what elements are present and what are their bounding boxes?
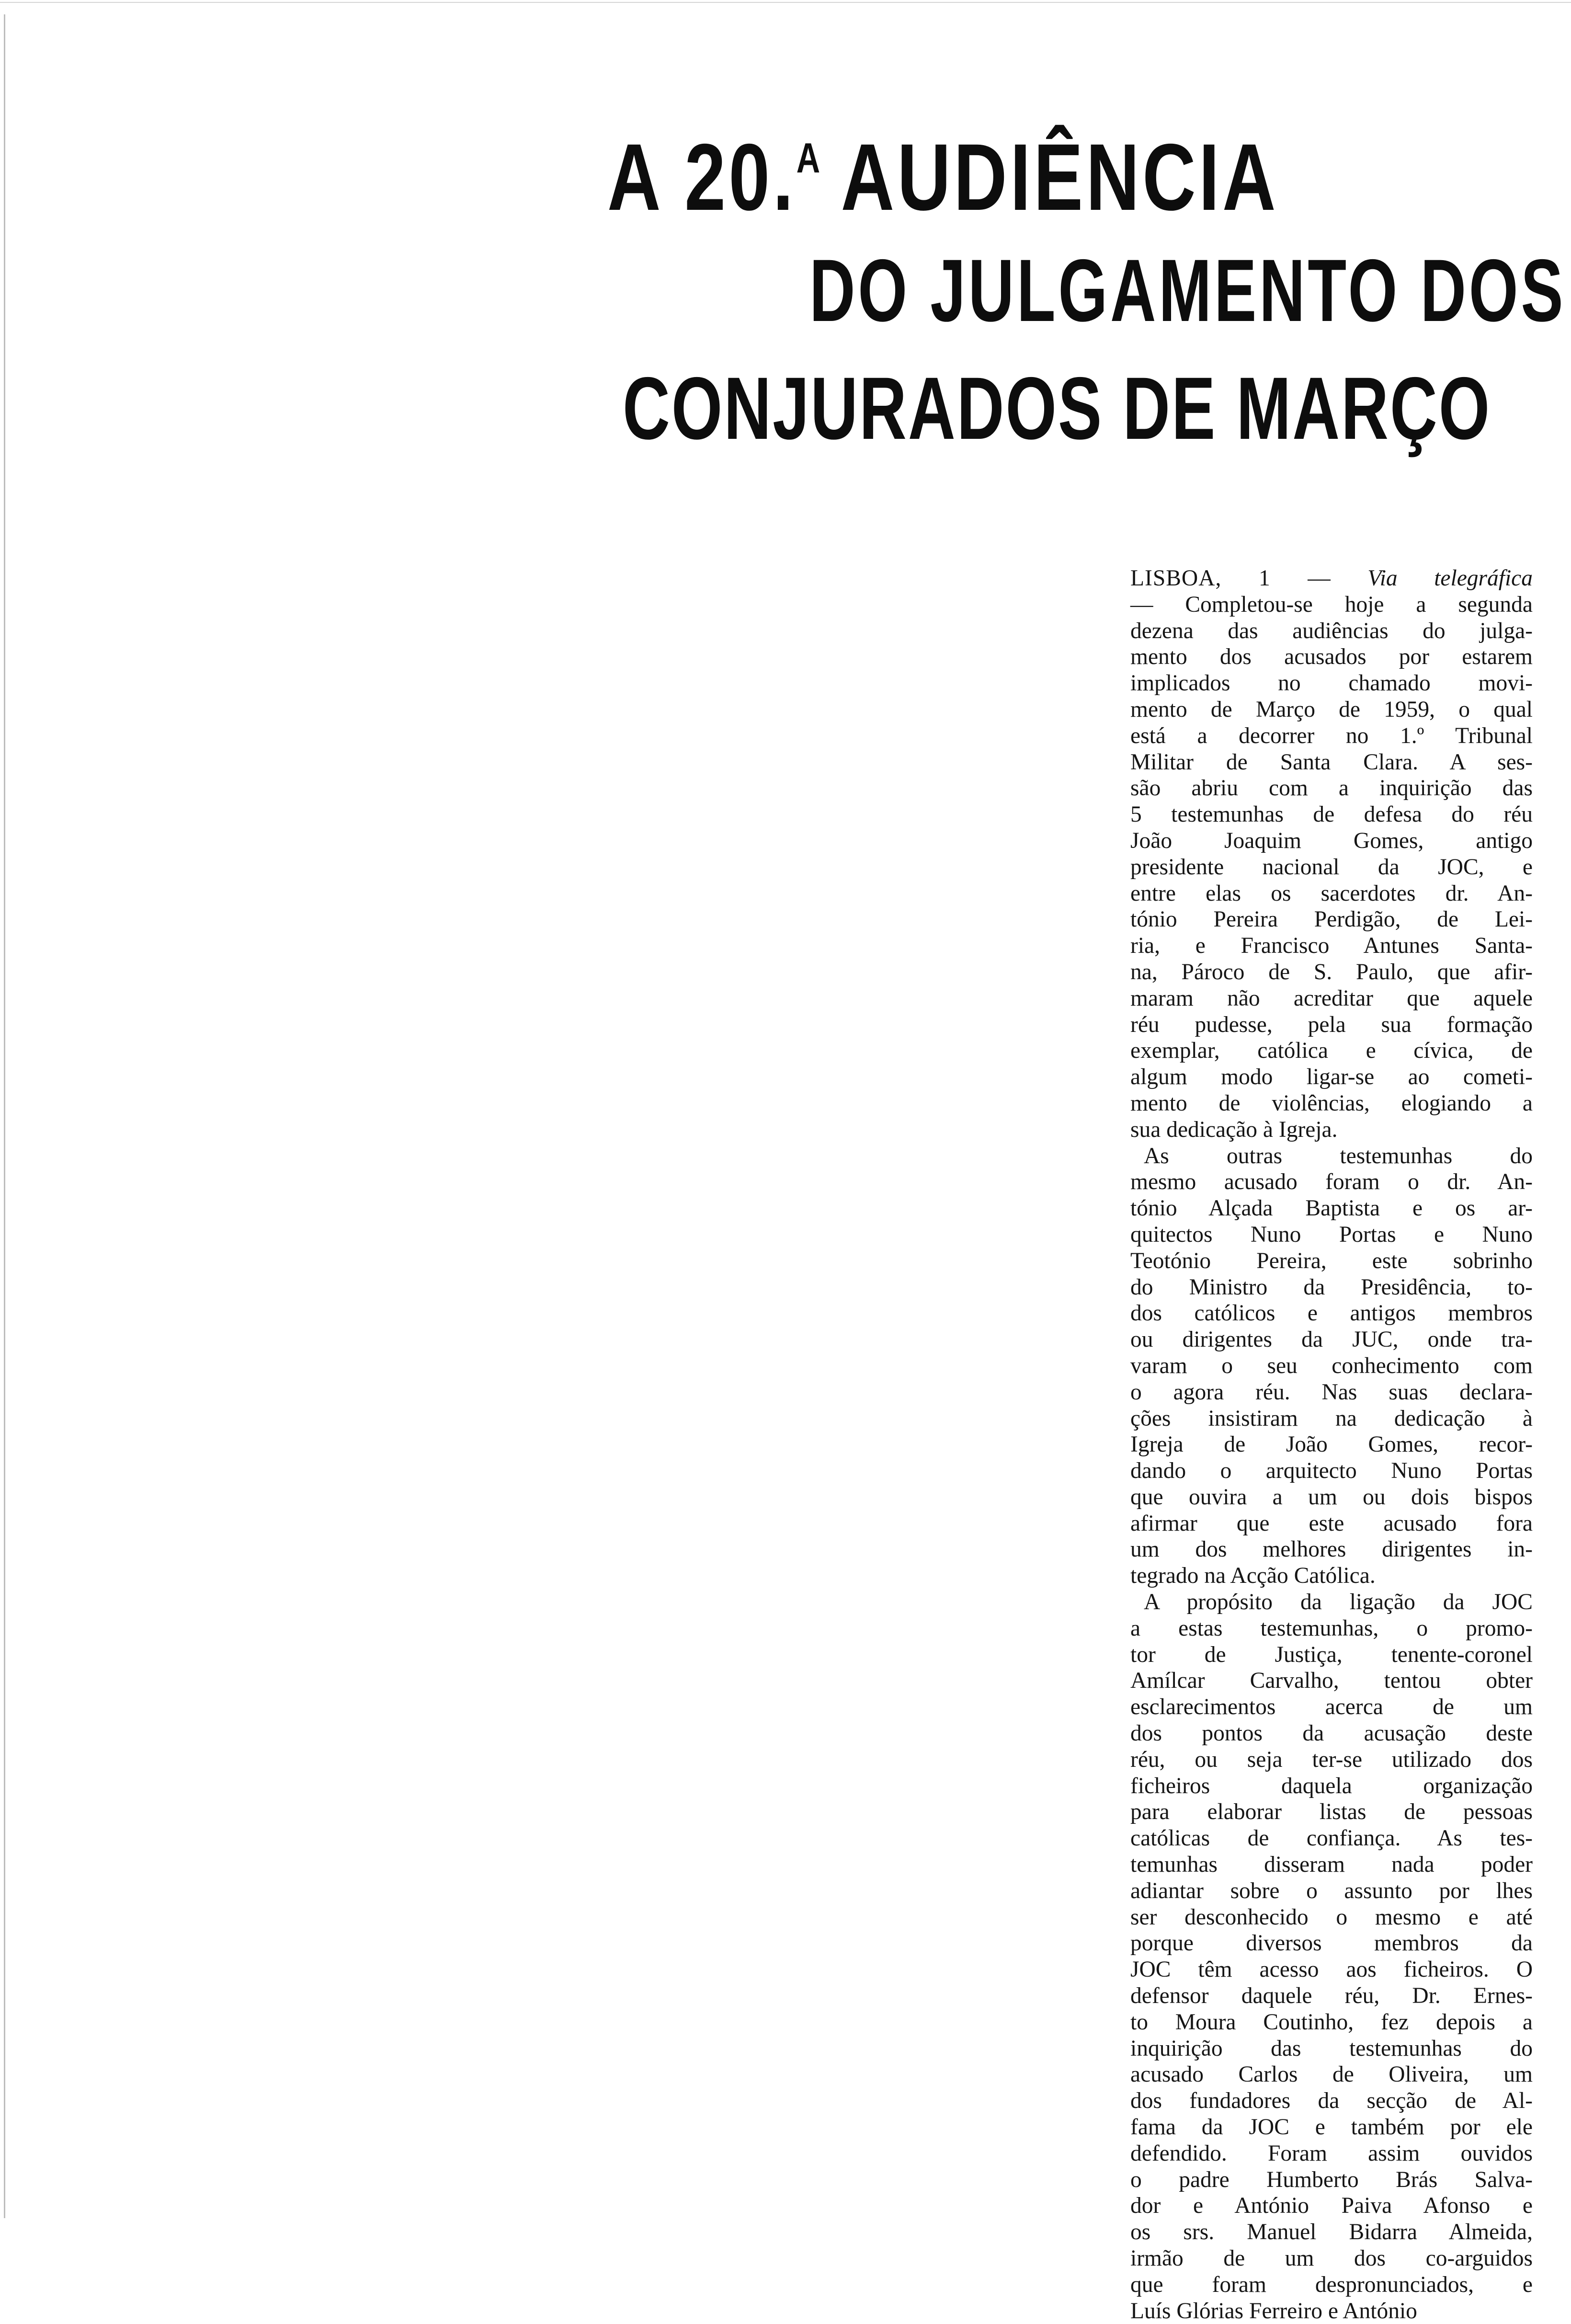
article-line: católicas de confiança. As tes- <box>1130 1826 1533 1851</box>
dateline <box>1130 565 1533 592</box>
article-line: As outras testemunhas do <box>1144 1143 1533 1168</box>
article-line: os srs. Manuel Bidarra Almeida, <box>1130 2220 1533 2245</box>
headline-line-1-prefix: A 20. <box>607 124 797 230</box>
article-line: são abriu com a inquirição das <box>1130 776 1533 801</box>
article-line: tónio Alçada Baptista e os ar- <box>1130 1196 1533 1221</box>
article-line: dos pontos da acusação deste <box>1130 1721 1533 1746</box>
article-line: o padre Humberto Brás Salva- <box>1130 2167 1533 2192</box>
article-line: mento de Março de 1959, o qual <box>1130 697 1533 722</box>
article-line: defendido. Foram assim ouvidos <box>1130 2141 1533 2166</box>
article-line: tónio Pereira Perdigão, de Lei- <box>1130 907 1533 932</box>
article-line: ria, e Francisco Antunes Santa- <box>1130 933 1533 959</box>
article-line: dando o arquitecto Nuno Portas <box>1130 1458 1533 1484</box>
article-line: réu pudesse, pela sua formação <box>1130 1012 1533 1037</box>
article-line: quitectos Nuno Portas e Nuno <box>1130 1222 1533 1247</box>
article-line: ser desconhecido o mesmo e até <box>1130 1904 1533 1930</box>
left-margin-rule <box>4 14 5 2218</box>
article-line: algum modo ligar-se ao cometi- <box>1130 1065 1533 1090</box>
article-line: o agora réu. Nas suas declara- <box>1130 1379 1533 1405</box>
article-line: mento de violências, elogiando a <box>1130 1090 1533 1116</box>
dateline-via: Via telegráfica <box>1367 566 1533 591</box>
article-line: 5 testemunhas de defesa do réu <box>1130 802 1533 827</box>
headline-line-3: CONJURADOS DE MARÇO <box>623 359 1491 458</box>
article-line: João Joaquim Gomes, antigo <box>1130 828 1533 853</box>
dateline-city: LISBOA, 1 — <box>1130 566 1331 591</box>
article-line: tegrado na Acção Católica. <box>1130 1563 1376 1589</box>
article-line: dos fundadores da secção de Al- <box>1130 2088 1533 2114</box>
article-line: irmão de um dos co-arguidos <box>1130 2246 1533 2271</box>
headline-ordinal-mark: A <box>796 134 820 182</box>
article-line: varam o seu conhecimento com <box>1130 1353 1533 1378</box>
article-line: Igreja de João Gomes, recor- <box>1130 1432 1533 1457</box>
article-line: Luís Glórias Ferreiro e António <box>1130 2298 1417 2324</box>
article-line: na, Pároco de S. Paulo, que afir- <box>1130 959 1533 985</box>
article-line: A propósito da ligação da JOC <box>1144 1590 1533 1615</box>
article-line: — Completou-se hoje a segunda <box>1130 592 1533 617</box>
article-line: tor de Justiça, tenente-coronel <box>1130 1642 1533 1667</box>
article-line: adiantar sobre o assunto por lhes <box>1130 1878 1533 1903</box>
article-line: defensor daquele réu, Dr. Ernes- <box>1130 1983 1533 2009</box>
article-line: ções insistiram na dedicação à <box>1130 1406 1533 1431</box>
article-line: a estas testemunhas, o promo- <box>1130 1615 1533 1641</box>
article-line: Teotónio Pereira, este sobrinho <box>1130 1248 1533 1273</box>
top-edge-rule <box>0 2 1571 3</box>
article-line: que foram despronunciados, e <box>1130 2272 1533 2297</box>
article-line: dor e António Paiva Afonso e <box>1130 2193 1533 2219</box>
article-line: presidente nacional da JOC, e <box>1130 854 1533 880</box>
article-line: porque diversos membros da <box>1130 1931 1533 1956</box>
article-line: afirmar que este acusado fora <box>1130 1511 1533 1536</box>
article-line: sua dedicação à Igreja. <box>1130 1117 1338 1142</box>
article-line: acusado Carlos de Oliveira, um <box>1130 2062 1533 2087</box>
article-line: um dos melhores dirigentes in- <box>1130 1537 1533 1562</box>
article-line: implicados no chamado movi- <box>1130 671 1533 696</box>
article-line: entre elas os sacerdotes dr. An- <box>1130 881 1533 906</box>
headline-line-2: DO JULGAMENTO DOS <box>809 241 1566 340</box>
article-line: está a decorrer no 1.º Tribunal <box>1130 723 1533 748</box>
article-line: dezena das audiências do julga- <box>1130 618 1533 643</box>
article-line: Amílcar Carvalho, tentou obter <box>1130 1668 1533 1694</box>
headline-line-1 <box>607 103 1279 232</box>
article-line: ou dirigentes da JUC, onde tra- <box>1130 1327 1533 1352</box>
headline-line-1-suffix: AUDIÊNCIA <box>820 124 1279 230</box>
article-line: mento dos acusados por estarem <box>1130 644 1533 670</box>
article-line: maram não acreditar que aquele <box>1130 985 1533 1011</box>
article-line: esclarecimentos acerca de um <box>1130 1694 1533 1720</box>
article-line: do Ministro da Presidência, to- <box>1130 1274 1533 1300</box>
article-line: inquirição das testemunhas do <box>1130 2036 1533 2061</box>
article-line: dos católicos e antigos membros <box>1130 1301 1533 1326</box>
article-line: ficheiros daquela organização <box>1130 1773 1533 1798</box>
article-line: fama da JOC e também por ele <box>1130 2115 1533 2140</box>
article-line: Militar de Santa Clara. A ses- <box>1130 749 1533 775</box>
article-line: to Moura Coutinho, fez depois a <box>1130 2009 1533 2035</box>
article-line: réu, ou seja ter-se utilizado dos <box>1130 1747 1533 1772</box>
article-line: para elaborar listas de pessoas <box>1130 1799 1533 1825</box>
article-line: mesmo acusado foram o dr. An- <box>1130 1169 1533 1195</box>
article-line: que ouvira a um ou dois bispos <box>1130 1484 1533 1510</box>
article-line: exemplar, católica e cívica, de <box>1130 1038 1533 1064</box>
article-body <box>1130 592 1533 2324</box>
article-line: temunhas disseram nada poder <box>1130 1852 1533 1878</box>
article-line: JOC têm acesso aos ficheiros. O <box>1130 1957 1533 1982</box>
article-column <box>1130 565 1533 2324</box>
